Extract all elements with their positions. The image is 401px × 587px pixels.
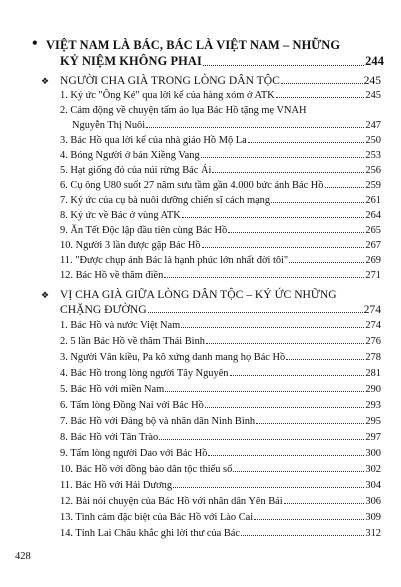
section-bullet-icon: • <box>32 35 38 52</box>
section2-title-line1: VỊ CHA GIÀ GIỮA LÒNG DÂN TỘC – KÝ ỨC NHỮNG <box>60 288 337 301</box>
diamond-bullet-icon: ❖ <box>41 290 50 300</box>
section2-page: 274 <box>363 303 381 316</box>
leader-dots <box>276 97 365 98</box>
leader-dots <box>159 439 364 440</box>
entry-title: 9. Ăn Tết Độc lập đầu tiên cùng Bác Hồ <box>60 225 228 236</box>
toc-entry <box>60 496 381 507</box>
section1-page: 245 <box>363 74 381 87</box>
entry-page: 253 <box>365 150 381 161</box>
entry-page: 278 <box>365 352 381 363</box>
toc-entry <box>60 416 381 427</box>
toc-entry <box>60 210 381 221</box>
entry-title: 11. "Được chụp ảnh Bác là hạnh phúc lớn nhất đời tôi" <box>60 255 289 266</box>
leader-dots <box>325 187 365 188</box>
toc-entry <box>60 270 381 281</box>
entry-title: 14. Tỉnh Lai Châu khắc ghi lời thư của Bác <box>60 528 241 539</box>
diamond-bullet-icon: ❖ <box>41 76 50 86</box>
entry-title: 4. Bác Hồ trong lòng người Tây Nguyên <box>60 368 229 379</box>
entry-page: 274 <box>365 320 381 331</box>
entry-title: 1. Ký ức "Ông Ké" qua lời kể của hàng xóm ở ATK <box>60 90 275 101</box>
toc-entry <box>60 368 381 379</box>
leader-dots <box>205 407 365 408</box>
entry-title: 3. Bác Hồ qua lời kể của nhà giáo Hồ Mộ La <box>60 135 247 146</box>
entry-title: 9. Tấm lòng người Dao với Bác Hồ <box>60 448 208 459</box>
entry-page: 261 <box>365 195 381 206</box>
leader-dots <box>164 277 364 278</box>
entry-page: 245 <box>365 90 381 101</box>
toc-entry <box>60 150 381 161</box>
leader-dots <box>182 217 365 218</box>
toc-entry <box>60 320 381 331</box>
entry-page: 300 <box>365 448 381 459</box>
leader-dots <box>146 127 364 128</box>
entry-page: 265 <box>365 225 381 236</box>
toc-entry <box>60 135 381 146</box>
leader-dots <box>228 232 364 233</box>
leader-dots <box>173 487 364 488</box>
toc-entry <box>60 464 381 475</box>
entry-title: 6. Cụ ông U80 suốt 27 năm sưu tầm gần 4.000 bức ảnh Bác Hồ <box>60 180 324 191</box>
leader-dots <box>202 247 365 248</box>
main-section-title <box>46 38 384 53</box>
entry-title: 10. Người 3 lần được gặp Bác Hồ <box>60 240 201 251</box>
entry-page: 295 <box>365 416 381 427</box>
section2-entry <box>60 303 381 316</box>
toc-entry <box>60 225 381 236</box>
toc-entry <box>60 528 381 539</box>
entry-page: 276 <box>365 336 381 347</box>
toc-entry <box>60 240 381 251</box>
leader-dots <box>241 535 364 536</box>
entry-page: 256 <box>365 165 381 176</box>
entry-title: 3. Người Vân kiều, Pa kô xứng danh mang họ Bác Hồ <box>60 352 286 363</box>
leader-dots <box>289 262 364 263</box>
toc-entry <box>60 448 381 459</box>
entry-page: 259 <box>365 180 381 191</box>
toc-entry <box>60 105 381 116</box>
entry-page: 281 <box>365 368 381 379</box>
leader-dots <box>212 172 364 173</box>
leader-dots <box>230 375 365 376</box>
leader-dots <box>248 142 365 143</box>
entry-page: 302 <box>365 464 381 475</box>
leader-dots <box>201 157 365 158</box>
entry-page: 293 <box>365 400 381 411</box>
entry-title: 5. Hạt giống đỏ của núi rừng Bác Ái <box>60 165 212 176</box>
page-number: 428 <box>15 551 31 562</box>
leader-dots <box>148 312 363 313</box>
toc-entry <box>60 480 381 491</box>
entry-title: 7. Ký ức của cụ bà nuôi dưỡng chiến sĩ cách mạng <box>60 195 271 206</box>
entry-page: 250 <box>365 135 381 146</box>
entry-title-continued: Nguyễn Thị Nuôi <box>72 120 146 131</box>
entry-title: 13. Tình cảm đặc biệt của Bác Hồ với Lào Cai <box>60 512 254 523</box>
toc-entry <box>60 400 381 411</box>
section1-title <box>60 74 381 87</box>
entry-page: 264 <box>365 210 381 221</box>
main-section-title-line1: VIỆT NAM LÀ BÁC, BÁC LÀ VIỆT NAM – NHỮNG <box>46 38 341 52</box>
entry-title: 6. Tấm lòng Đồng Nai với Bác Hồ <box>60 400 204 411</box>
toc-entry <box>60 432 381 443</box>
toc-entry-continued <box>72 120 381 131</box>
entry-page: 309 <box>365 512 381 523</box>
main-section-title-line2: KỶ NIỆM KHÔNG PHAI <box>60 54 202 68</box>
leader-dots <box>286 359 364 360</box>
toc-entry <box>60 512 381 523</box>
toc-entry <box>60 180 381 191</box>
entry-title: 12. Bài nói chuyện của Bác Hồ với nhân dân Yên Bái <box>60 496 283 507</box>
toc-entry <box>60 165 381 176</box>
entry-page: 247 <box>365 120 381 131</box>
toc-entry <box>60 255 381 266</box>
leader-dots <box>284 503 365 504</box>
section2-title-line2: CHẶNG ĐƯỜNG <box>60 303 147 316</box>
leader-dots <box>233 471 364 472</box>
entry-title: 5. Bác Hồ với miền Nam <box>60 384 165 395</box>
leader-dots <box>256 423 364 424</box>
leader-dots <box>181 327 364 328</box>
entry-page: 312 <box>365 528 381 539</box>
leader-dots <box>203 65 364 66</box>
toc-entry <box>60 195 381 206</box>
toc-entry <box>60 352 381 363</box>
entry-title: 11. Bác Hồ với Hải Dương <box>60 480 173 491</box>
section1-title-text: NGƯỜI CHA GIÀ TRONG LÒNG DÂN TỘC <box>60 74 280 87</box>
entry-title: 8. Bác Hồ với Tân Trào <box>60 432 159 443</box>
main-section-page: 244 <box>365 54 384 68</box>
main-section-entry <box>60 54 384 69</box>
leader-dots <box>254 519 364 520</box>
entry-page: 290 <box>365 384 381 395</box>
entry-page: 297 <box>365 432 381 443</box>
toc-entry <box>60 384 381 395</box>
entry-page: 267 <box>365 240 381 251</box>
entry-title: 8. Ký ức về Bác ở vùng ATK <box>60 210 181 221</box>
entry-title: 7. Bác Hồ với Đảng bộ và nhân dân Ninh Bình <box>60 416 256 427</box>
entry-page: 269 <box>365 255 381 266</box>
leader-dots <box>281 83 363 84</box>
section2-title <box>60 288 381 301</box>
entry-page: 306 <box>365 496 381 507</box>
entry-page: 271 <box>365 270 381 281</box>
entry-title: 2. 5 lần Bác Hồ về thăm Thái Bình <box>60 336 205 347</box>
toc-entry <box>60 90 381 101</box>
entry-title: 10. Bác Hồ với đồng bào dân tộc thiểu số <box>60 464 233 475</box>
entry-title: 1. Bác Hồ và nước Việt Nam <box>60 320 181 331</box>
leader-dots <box>271 202 364 203</box>
leader-dots <box>208 455 364 456</box>
entry-title: 4. Bóng Người ở bản Xiềng Vang <box>60 150 200 161</box>
entry-page: 304 <box>365 480 381 491</box>
entry-title: 12. Bác Hồ về thăm điền <box>60 270 164 281</box>
leader-dots <box>165 391 364 392</box>
entry-title: 2. Cảm động về chuyện tấm áo lụa Bác Hồ tặng mẹ VNAH <box>60 105 307 116</box>
leader-dots <box>206 343 364 344</box>
toc-entry <box>60 336 381 347</box>
